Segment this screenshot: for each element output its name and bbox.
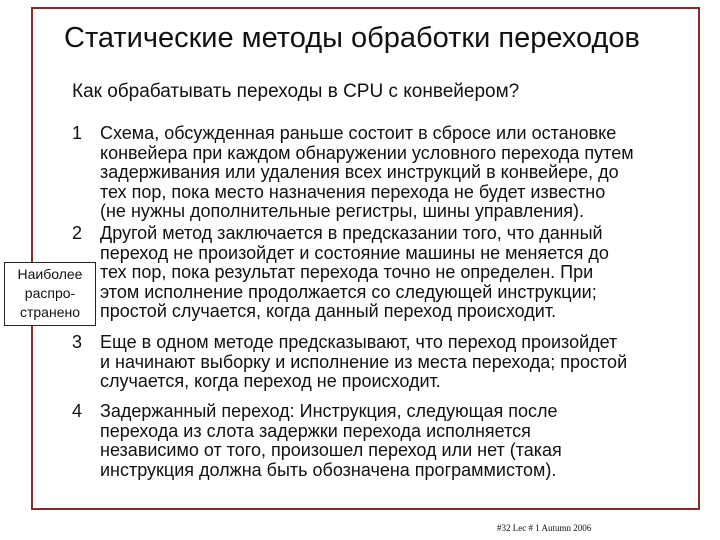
item-number: 1 [72,123,83,143]
list-item [72,333,682,392]
slide-footer: #32 Lec # 1 Autumn 2006 [497,523,592,533]
list-item [72,402,682,480]
slide-subtitle: Как обрабатывать переходы в CPU с конвейером? [72,81,520,102]
item-text: Схема, обсужденная раньше состоит в сбросе или остановке конвейера при каждом обнаружении условного перехода путем задерживания или удаления всех инструкций в конвейере, до тех пор, пока место назначения перехода не будет известно (не нужны дополнительные регистры, шины управления). [100,123,634,222]
list-item [72,124,682,222]
item-text: Задержанный переход: Инструкция, следующая после перехода из слота задержки перехода исполняется независимо от того, произошел переход или нет (такая инструкция должна быть обозначена программистом). [100,401,562,480]
item-number: 2 [72,223,83,243]
item-text: Еще в одном методе предсказывают, что переход произойдет и начинают выборку и исполнение из места перехода; простой случается, когда переход не происходит. [100,332,628,392]
slide-title: Статические методы обработки переходов [64,22,640,54]
item-number: 4 [72,401,83,421]
item-number: 3 [72,332,83,352]
list-item [72,224,682,322]
side-note-callout: Наиболее распро- странено [4,262,96,326]
item-text: Другой метод заключается в предсказании того, что данный переход не произойдет и состояние машины не меняется до тех пор, пока результат перехода точно не определен. При этом исполнение продолжается со следующей инструкции; простой случается, когда данный переход происходит. [100,223,609,322]
